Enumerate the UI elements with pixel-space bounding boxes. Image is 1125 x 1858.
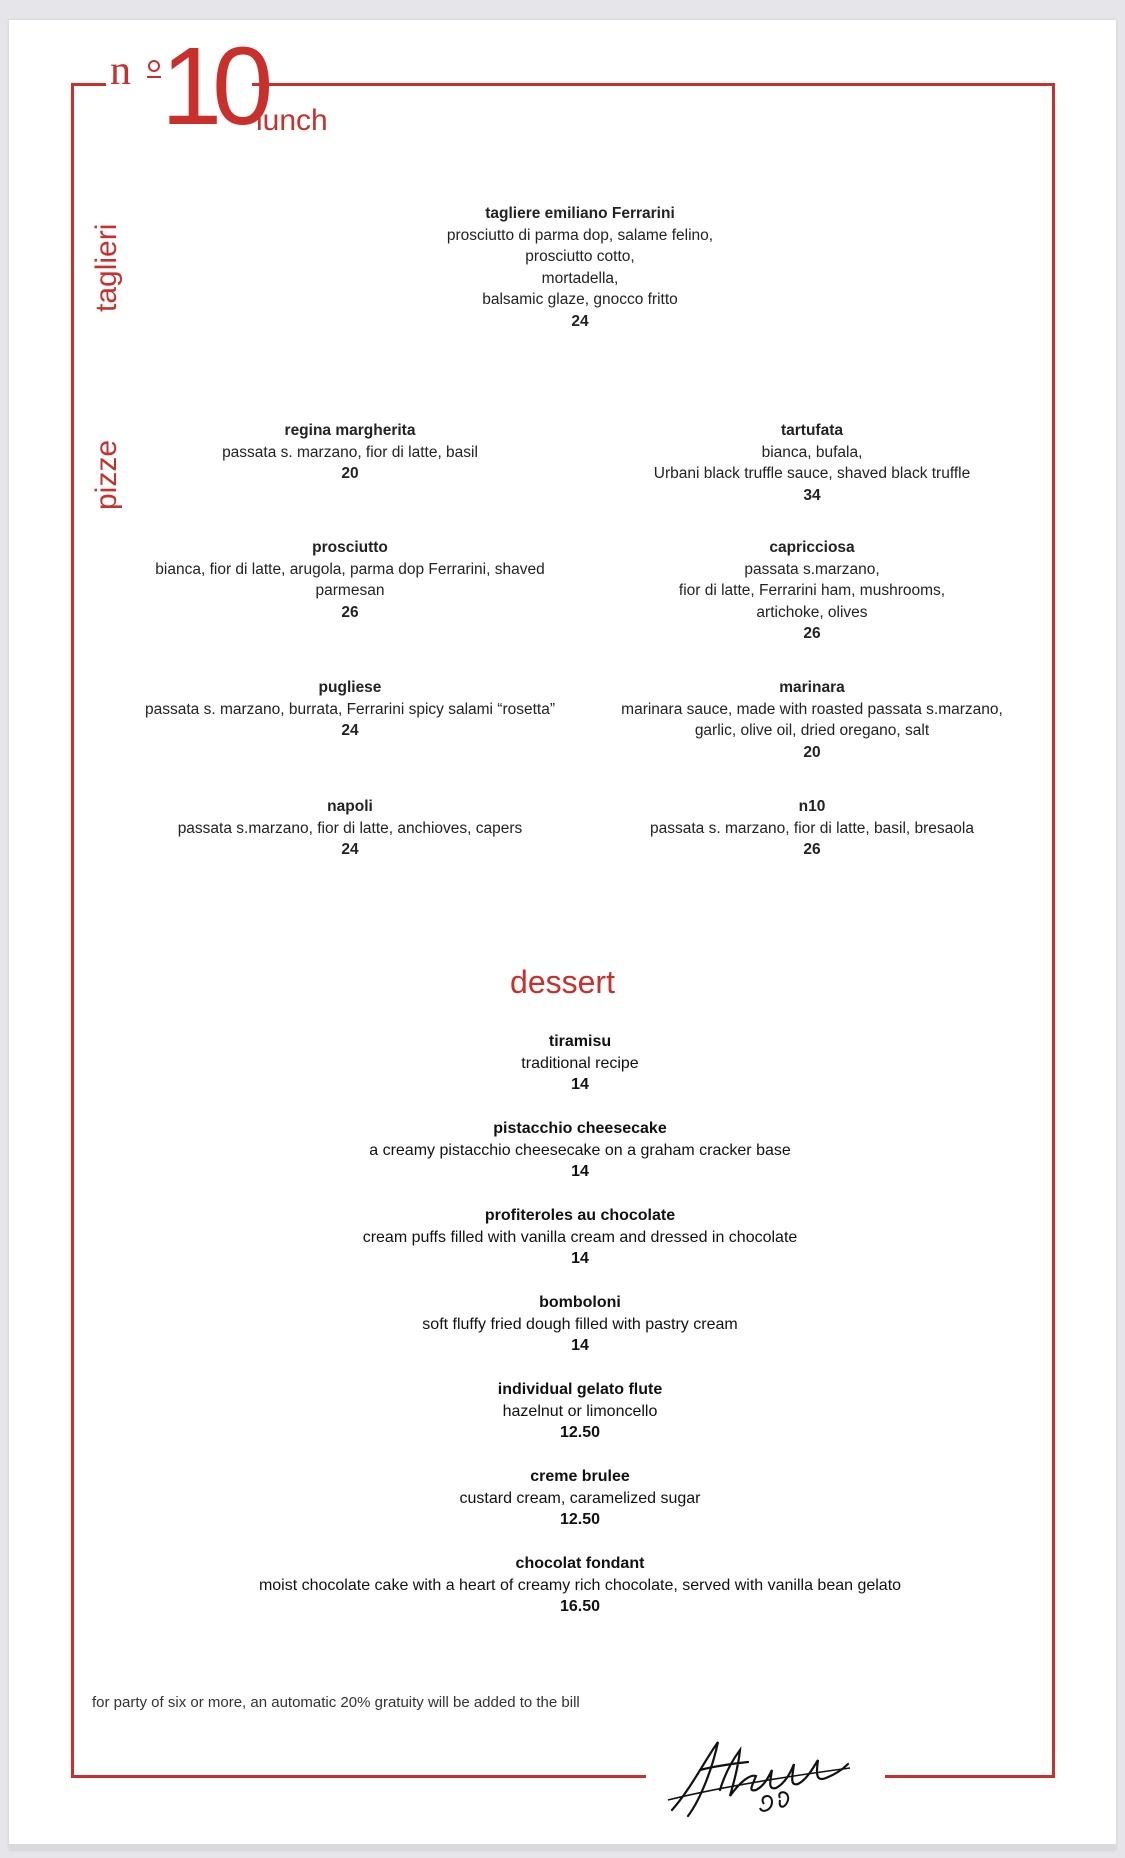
logo-underline xyxy=(147,76,161,78)
pizza-item xyxy=(602,537,1022,645)
frame-bottom-right xyxy=(885,1775,1055,1778)
item-name: tartufata xyxy=(780,422,843,439)
signature-image xyxy=(660,1730,860,1825)
item-description: passata s. marzano, burrata, Ferrarini spicy salami “rosetta” xyxy=(144,700,556,718)
item-name: napoli xyxy=(327,798,373,815)
item-name: creme brulee xyxy=(530,1468,630,1485)
item-price: 26 xyxy=(341,603,359,621)
item-description: cream puffs filled with vanilla cream and dressed in chocolate xyxy=(362,1228,798,1246)
item-price: 20 xyxy=(803,743,821,761)
item-price: 20 xyxy=(341,465,359,482)
dessert-item xyxy=(200,1553,960,1618)
pizza-item xyxy=(120,796,580,861)
item-price: 24 xyxy=(571,312,589,330)
item-name: prosciutto xyxy=(312,539,388,556)
taglieri-item xyxy=(380,203,780,332)
item-price: 24 xyxy=(341,722,359,739)
pizza-item xyxy=(120,537,580,623)
item-description: passata s.marzano, fior di latte, Ferrarini ham, mushrooms, artichoke, olives xyxy=(678,560,946,621)
item-name: profiteroles au chocolate xyxy=(484,1207,676,1224)
frame-top-left xyxy=(71,83,106,86)
menu-subtitle: lunch xyxy=(256,104,328,137)
item-name: individual gelato flute xyxy=(497,1381,663,1398)
item-description: traditional recipe xyxy=(521,1054,639,1072)
item-name: capricciosa xyxy=(769,539,855,556)
dessert-item xyxy=(180,1031,980,1096)
item-name: chocolat fondant xyxy=(515,1555,645,1572)
logo-n: n xyxy=(110,48,131,94)
frame-bottom-left xyxy=(71,1775,646,1778)
pizza-item xyxy=(120,420,580,485)
frame-left xyxy=(71,83,74,1778)
item-description: passata s.marzano, fior di latte, anchioves, capers xyxy=(177,819,523,837)
section-pizze: pizze xyxy=(90,439,123,510)
item-price: 12.50 xyxy=(559,1511,601,1528)
item-description: bianca, bufala, Urbani black truffle sauce, shaved black truffle xyxy=(653,443,971,482)
frame-right xyxy=(1052,83,1055,1778)
logo-degree xyxy=(148,60,160,72)
section-dessert: dessert xyxy=(510,964,615,1000)
dessert-item xyxy=(180,1118,980,1183)
item-price: 14 xyxy=(571,1250,589,1267)
dessert-item xyxy=(180,1292,980,1357)
item-price: 14 xyxy=(571,1076,589,1093)
pizza-item xyxy=(602,420,1022,506)
item-description: passata s. marzano, fior di latte, basil xyxy=(222,443,478,461)
item-description: passata s. marzano, fior di latte, basil, bresaola xyxy=(650,819,974,837)
gratuity-note: for party of six or more, an automatic 20% gratuity will be added to the bill xyxy=(92,1694,580,1711)
dessert-item xyxy=(180,1379,980,1444)
dessert-item xyxy=(180,1205,980,1270)
frame-top-right xyxy=(252,83,1055,86)
pizza-item xyxy=(602,677,1022,763)
item-price: 26 xyxy=(803,625,821,642)
item-price: 16.50 xyxy=(559,1598,601,1615)
logo-number: 10 xyxy=(161,25,264,148)
item-description: moist chocolate cake with a heart of creamy rich chocolate, served with vanilla bean gelato xyxy=(258,1576,902,1594)
item-name: marinara xyxy=(779,679,845,696)
item-name: pistacchio cheesecake xyxy=(493,1120,667,1137)
item-name: tiramisu xyxy=(548,1033,612,1050)
item-price: 14 xyxy=(571,1337,589,1354)
item-price: 24 xyxy=(341,841,359,858)
item-description: a creamy pistacchio cheesecake on a graham cracker base xyxy=(369,1141,791,1159)
item-description: custard cream, caramelized sugar xyxy=(459,1489,701,1507)
item-name: tagliere emiliano Ferrarini xyxy=(485,205,675,222)
item-price: 26 xyxy=(803,841,821,858)
item-price: 12.50 xyxy=(559,1424,601,1441)
item-description: marinara sauce, made with roasted passata s.marzano, garlic, olive oil, dried oregano, salt xyxy=(621,700,1003,739)
item-name: n10 xyxy=(798,798,826,815)
item-price: 34 xyxy=(803,486,821,504)
pizza-item xyxy=(110,677,590,742)
item-description: bianca, fior di latte, arugola, parma dop Ferrarini, shaved parmesan xyxy=(155,560,545,599)
item-name: pugliese xyxy=(318,679,382,696)
item-description: prosciutto di parma dop, salame felino, prosciutto cotto, mortadella, balsamic glaze, gnocco fritto xyxy=(446,226,714,308)
item-description: soft fluffy fried dough filled with pastry cream xyxy=(422,1315,738,1333)
item-description: hazelnut or limoncello xyxy=(502,1402,658,1420)
section-taglieri: taglieri xyxy=(90,223,123,312)
item-name: bomboloni xyxy=(539,1294,621,1311)
dessert-item xyxy=(180,1466,980,1531)
item-name: regina margherita xyxy=(284,422,416,439)
item-price: 14 xyxy=(571,1163,589,1180)
pizza-item xyxy=(602,796,1022,861)
